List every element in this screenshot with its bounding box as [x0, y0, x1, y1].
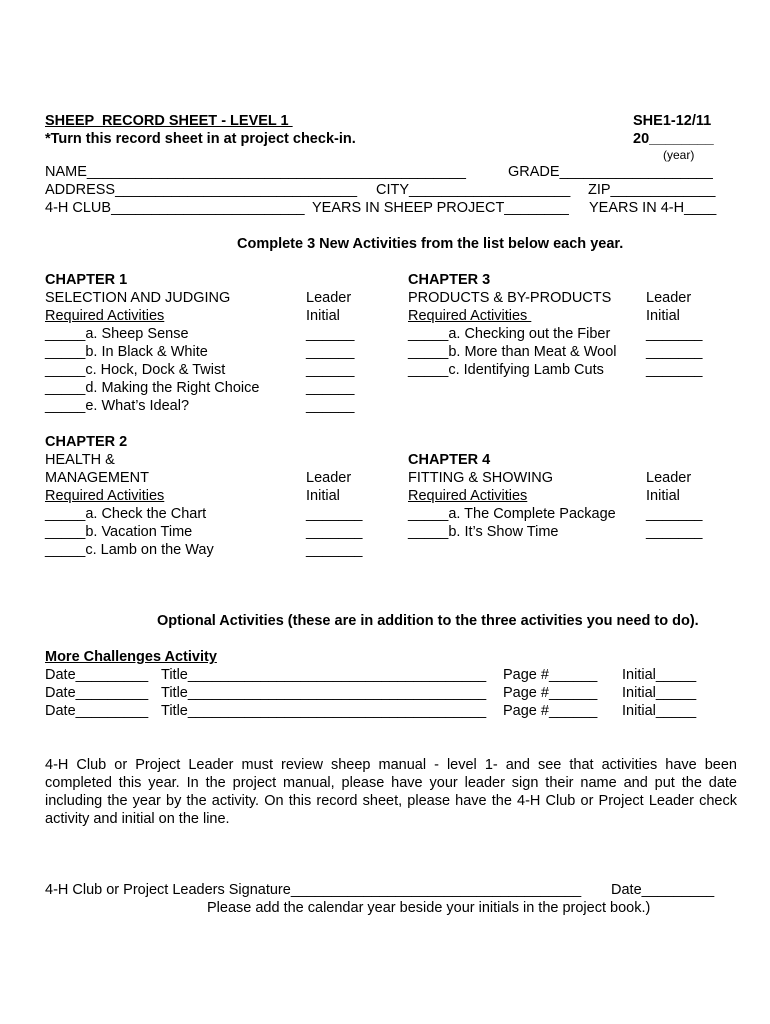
form-subtitle: *Turn this record sheet in at project check-in.	[45, 131, 356, 147]
chapter-4-heading: CHAPTER 4	[408, 452, 491, 468]
optional-heading: Optional Activities (these are in addition to the three activities you need to do).	[157, 613, 699, 629]
leader-label: Leader	[306, 290, 352, 306]
initial-label: Initial	[646, 308, 680, 324]
chapter-3-title: PRODUCTS & BY-PRODUCTS	[408, 290, 612, 306]
leader-label: Leader	[306, 470, 352, 486]
chapter-4-title: FITTING & SHOWING	[408, 470, 553, 486]
more-challenges-heading: More Challenges Activity	[45, 649, 217, 665]
signature-date[interactable]: Date_________	[611, 882, 715, 898]
signature-note: Please add the calendar year beside your initials in the project book.)	[207, 900, 651, 916]
activity-item: _____e. What’s Ideal?	[45, 398, 190, 414]
club-field: 4-H CLUB________________________	[45, 200, 305, 216]
initial-blank[interactable]: _______	[306, 542, 363, 558]
initial-field[interactable]: Initial_____	[622, 667, 697, 683]
activity-item: _____b. It’s Show Time	[408, 524, 559, 540]
activity-item: _____d. Making the Right Choice	[45, 380, 260, 396]
activity-item: _____c. Hock, Dock & Twist	[45, 362, 226, 378]
initial-blank[interactable]: _______	[646, 524, 703, 540]
chapter-3-heading: CHAPTER 3	[408, 272, 491, 288]
year-line: 20________	[633, 131, 714, 147]
chapter-4-required: Required Activities	[408, 488, 528, 504]
instruction: Complete 3 New Activities from the list below each year.	[237, 236, 624, 252]
initial-blank[interactable]: ______	[306, 398, 355, 414]
activity-item: _____b. More than Meat & Wool	[408, 344, 617, 360]
address-field: ADDRESS______________________________	[45, 182, 358, 198]
page-field[interactable]: Page #______	[503, 667, 598, 683]
chapter-1-heading: CHAPTER 1	[45, 272, 128, 288]
initial-field[interactable]: Initial_____	[622, 703, 697, 719]
initial-blank[interactable]: ______	[306, 380, 355, 396]
name-field: NAME_______________________________________________	[45, 164, 466, 180]
chapter-1-title: SELECTION AND JUDGING	[45, 290, 231, 306]
activity-item: _____a. The Complete Package	[408, 506, 616, 522]
initial-blank[interactable]: _______	[646, 506, 703, 522]
initial-label: Initial	[306, 488, 340, 504]
year-label: (year)	[663, 148, 695, 162]
activity-item: _____a. Check the Chart	[45, 506, 207, 522]
city-field: CITY____________________	[376, 182, 571, 198]
page-field[interactable]: Page #______	[503, 703, 598, 719]
chapter-2-required: Required Activities	[45, 488, 165, 504]
activity-item: _____c. Lamb on the Way	[45, 542, 214, 558]
years-4h-field: YEARS IN 4-H____	[589, 200, 717, 216]
chapter-1-required: Required Activities	[45, 308, 165, 324]
title-field[interactable]: Title_____________________________________	[161, 703, 487, 719]
initial-blank[interactable]: ______	[306, 326, 355, 342]
date-field[interactable]: Date_________	[45, 685, 149, 701]
initial-blank[interactable]: ______	[306, 362, 355, 378]
activity-item: _____a. Checking out the Fiber	[408, 326, 611, 342]
title-field[interactable]: Title_____________________________________	[161, 685, 487, 701]
title-field[interactable]: Title_____________________________________	[161, 667, 487, 683]
activity-item: _____b. In Black & White	[45, 344, 208, 360]
form-title: SHEEP RECORD SHEET - LEVEL 1	[45, 113, 293, 129]
activity-item: _____c. Identifying Lamb Cuts	[408, 362, 604, 378]
form-code: SHE1-12/11	[633, 113, 712, 129]
chapter-2-heading: CHAPTER 2	[45, 434, 128, 450]
initial-blank[interactable]: _______	[306, 506, 363, 522]
initial-blank[interactable]: _______	[646, 326, 703, 342]
date-field[interactable]: Date_________	[45, 667, 149, 683]
chapter-2-title: MANAGEMENT	[45, 470, 149, 486]
grade-field: GRADE___________________	[508, 164, 713, 180]
initial-label: Initial	[306, 308, 340, 324]
review-paragraph: 4-H Club or Project Leader must review sheep manual - level 1- and see that activities have been completed this year. In the project manual, please have your leader sign their name and put the date including the year by the activity. On this record sheet, please have the 4-H Club or Project Leader check activity and initial on the line.	[45, 757, 737, 827]
initial-blank[interactable]: _______	[646, 344, 703, 360]
leader-label: Leader	[646, 470, 692, 486]
leader-label: Leader	[646, 290, 692, 306]
initial-blank[interactable]: _______	[306, 524, 363, 540]
years-project-field: YEARS IN SHEEP PROJECT________	[312, 200, 569, 216]
date-field[interactable]: Date_________	[45, 703, 149, 719]
page-field[interactable]: Page #______	[503, 685, 598, 701]
initial-field[interactable]: Initial_____	[622, 685, 697, 701]
zip-field: ZIP_____________	[588, 182, 716, 198]
activity-item: _____b. Vacation Time	[45, 524, 193, 540]
initial-blank[interactable]: ______	[306, 344, 355, 360]
initial-label: Initial	[646, 488, 680, 504]
chapter-3-required: Required Activities	[408, 308, 532, 324]
initial-blank[interactable]: _______	[646, 362, 703, 378]
activity-item: _____a. Sheep Sense	[45, 326, 189, 342]
chapter-2-title: HEALTH &	[45, 452, 115, 468]
signature-line[interactable]: 4-H Club or Project Leaders Signature____________________________________	[45, 882, 582, 898]
